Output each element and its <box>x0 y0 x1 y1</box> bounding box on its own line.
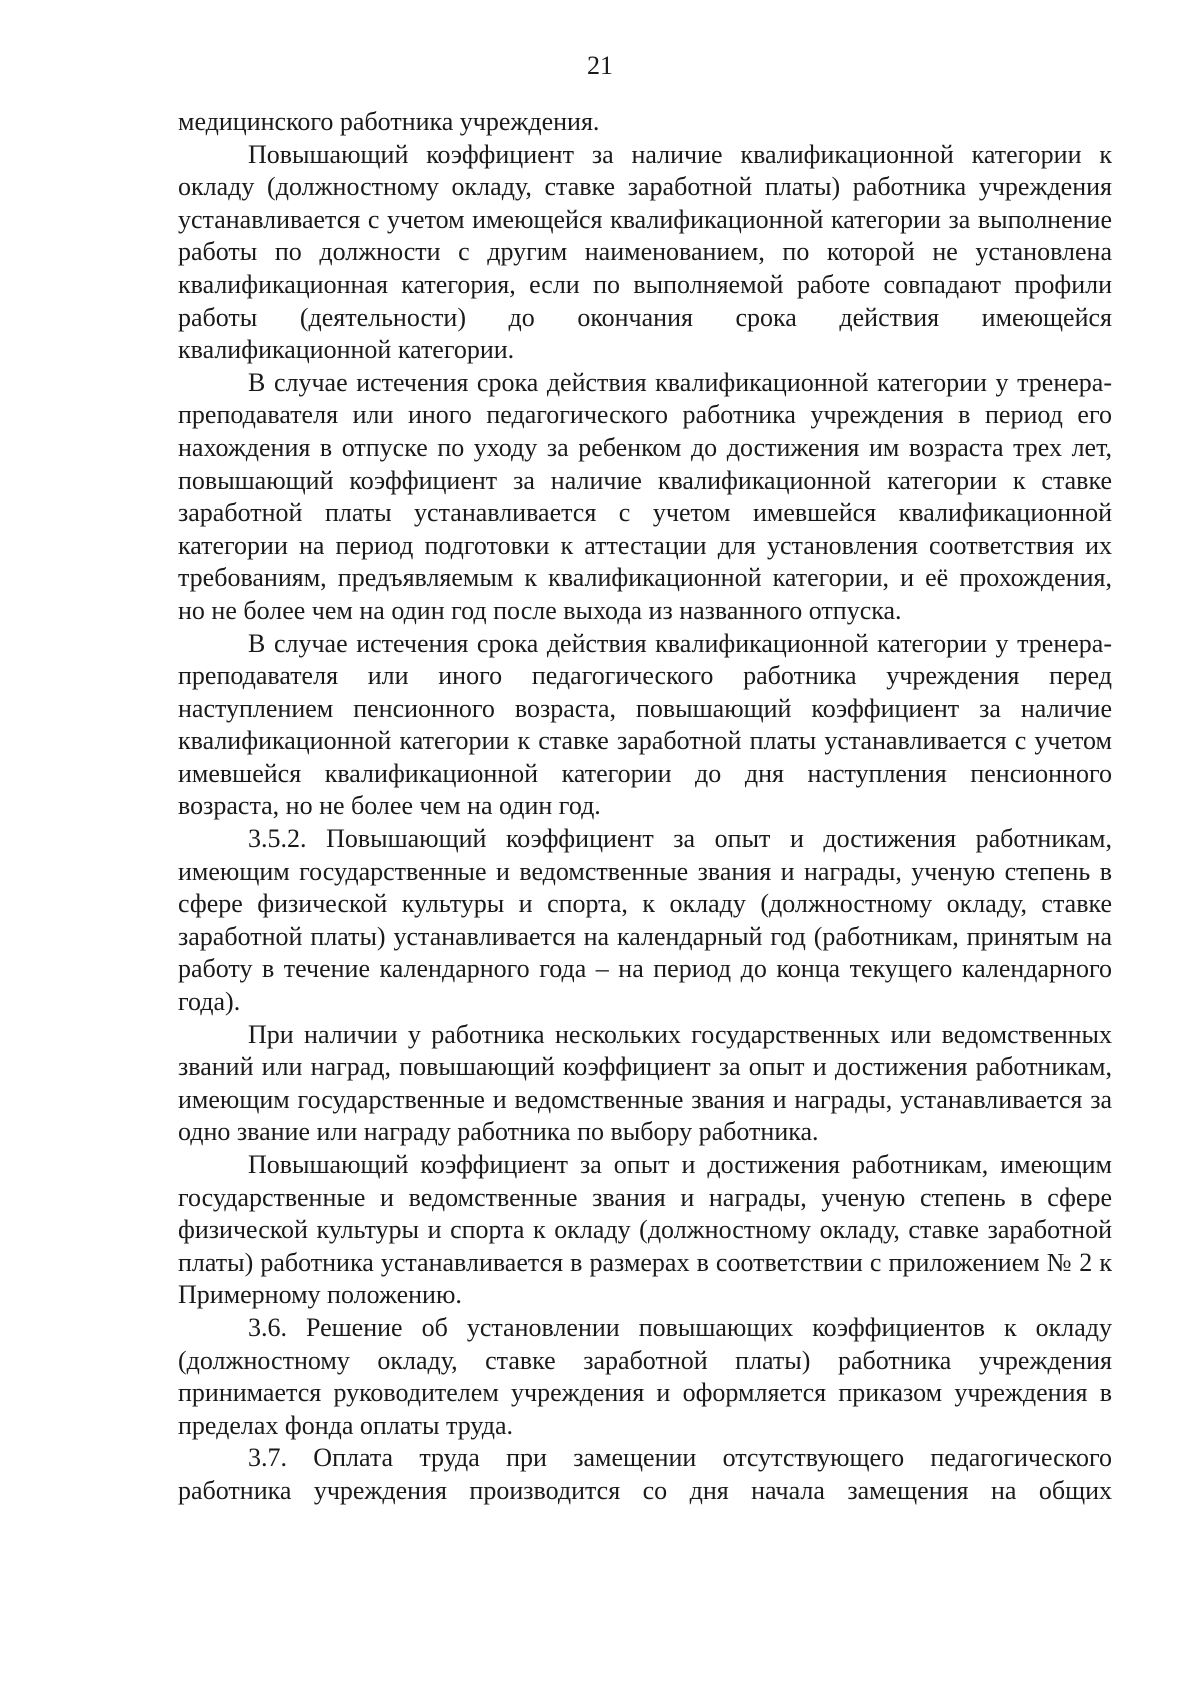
paragraph-pension-age: В случае истечения срока действия квалификационной категории у тренера-преподавателя или иного педагогического работника учреждения перед наступлением пенсионного возраста, повышающий коэффициент за наличие квалификационной категории к ставке заработной платы устанавливается с учетом имевшейся квалификационной категории до дня наступления пенсионного возраста, но не более чем на один год. <box>178 628 1112 821</box>
paragraph-section-3-5-2: 3.5.2. Повышающий коэффициент за опыт и достижения работникам, имеющим государственные и ведомственные звания и награды, ученую степень в сфере физической культуры и спорта, к окладу (должностному окладу, ставке заработной платы) устанавливается на календарный год (работникам, принятым на работу в течение календарного года – на период до конца текущего календарного года). <box>178 824 1112 1017</box>
paragraph-section-3-6: 3.6. Решение об установлении повышающих коэффициентов к окладу (должностному окладу, ставке заработной платы) работника учреждения принимается руководителем учреждения и оформляется приказом учреждения в пределах фонда оплаты труда. <box>178 1312 1112 1440</box>
paragraph-awards-coefficient: Повышающий коэффициент за опыт и достижения работникам, имеющим государственные и ведомственные звания и награды, ученую степень в сфере физической культуры и спорта к окладу (должностному окладу, ставке заработной платы) работника устанавливается в размерах в соответствии с приложением № 2 к Примерному положению. <box>178 1150 1112 1310</box>
paragraph-continuation: медицинского работника учреждения. <box>178 107 600 136</box>
paragraph-qualification-coefficient: Повышающий коэффициент за наличие квалификационной категории к окладу (должностному окладу, ставке заработной платы) работника учреждения устанавливается с учетом имеющейся квалификационной категории за выполнение работы по должности с другим наименованием, по которой не установлена квалификационная категория, если по выполняемой работе совпадают профили работы (деятельности) до окончания срока действия имеющейся квалификационной категории. <box>178 139 1112 365</box>
paragraph-multiple-awards: При наличии у работника нескольких государственных или ведомственных званий или наград, повышающий коэффициент за опыт и достижения работникам, имеющим государственные и ведомственные звания и награды, устанавливается за одно звание или награду работника по выбору работника. <box>178 1019 1112 1147</box>
paragraph-parental-leave: В случае истечения срока действия квалификационной категории у тренера-преподавателя или иного педагогического работника учреждения в период его нахождения в отпуске по уходу за ребенком до достижения им возраста трех лет, повышающий коэффициент за наличие квалификационной категории к ставке заработной платы устанавливается с учетом имевшейся квалификационной категории на период подготовки к аттестации для установления соответствия их требованиям, предъявляемым к квалификационной категории, и её прохождения, но не более чем на один год после выхода из названного отпуска. <box>178 367 1112 625</box>
body-text <box>178 106 1112 1508</box>
page-number: 21 <box>587 51 613 80</box>
paragraph-section-3-7: 3.7. Оплата труда при замещении отсутствующего педагогического работника учреждения производится со дня начала замещения на общих <box>178 1443 1112 1505</box>
